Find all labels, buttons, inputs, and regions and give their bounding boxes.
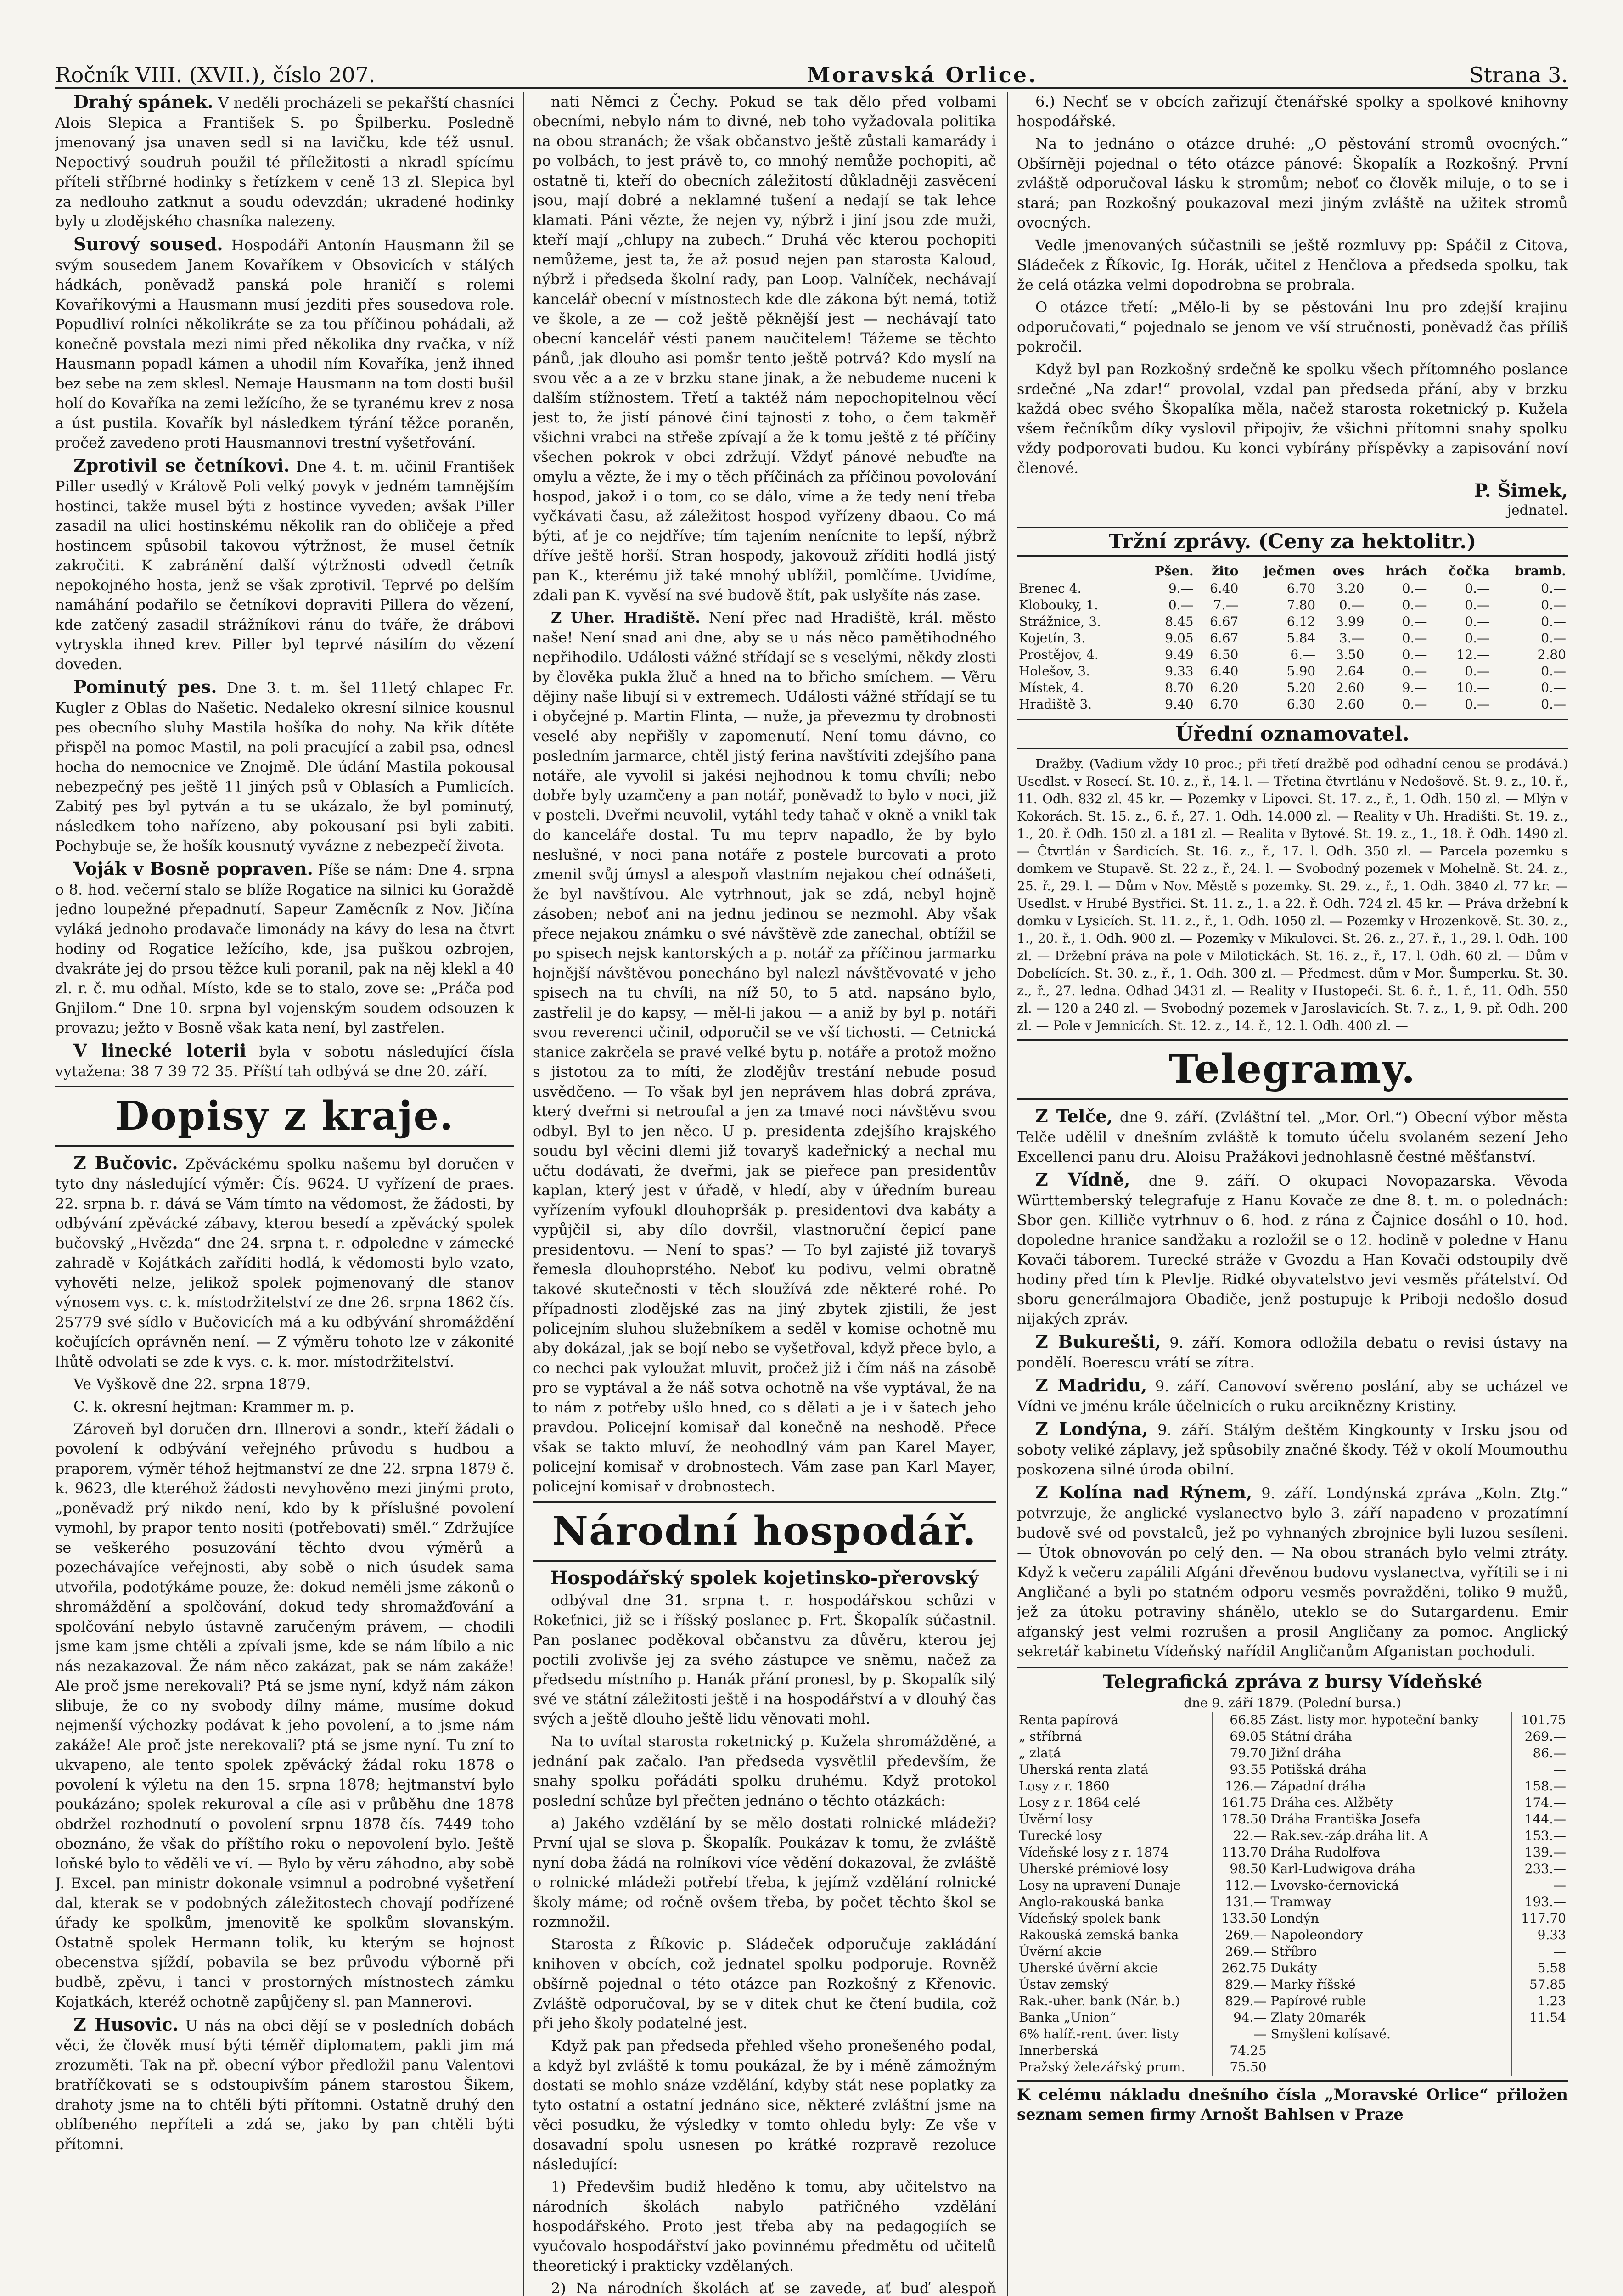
article-text: Není přec nad Hradiště, král. město naše! Není snad ani dne, aby se u nás něco pamětihodného nepřihodilo. Události vážné střídají se s veselými, někdy zlosti by člověka pukla žluč a hned na to břicho smíchem. — Věru dějiny naše libují si v extremech. Události vážné střídají se tu i obyčejné p. Martin Flinta, — nuže, ja převezmu ty drobnosti veselé aby nepřišly v zapomenutí. Není tomu dávno, co posledním jarmarce, chtěl jistý ferina navštíviti zdejšího pana notáře, ale vyvolil si jakési nejhodnou k tomu chvíli; nebo dobře byly uzamčeny a pan notář, poněvadž to bylo v noci, již v posteli. Dveřmi neuvolil, vytáhl tedy tahač v okně a vnikl tak do kanceláře dostal. Tu mu teprv napadlo, že by bylo neslušné, v noci pana notáře z postele burcovati a proto zmenil svůj úmysl a alespoň vlastním nejakou cheí odnášeti, že byl navštívou. Ale vytrhnout, jak se zdá, nebyl hojně zásoben; neboť ani na jednu jedinou se nezmohl. Aby však přece nejakou známku o své návštěvě zde zanechal, obtížil se po spisech nejsk kantorských a p. notář za příčinou jarmarku hojnější návštěvou ponecháno byl nalezl návštěvovaté v jeho spisech na tu chvíli, na níž 50, to 5 atd. napsáno bylo, zastřelil je do kapsy, — měl-li jakou — a aniž by byl p. notáři svou reverenci učinil, odporučil se ve vší tichosti. — Cetnická stanice zakrčela se pravé velké bytu p. notáře a protož možno s jistotou za to míti, že zlodějův trestání nebude posud usvědčeno. — To však byl jen neprávem hlas dobrá zpráva, který dveřmi si netroufal a jen za tmavé noci návštěvu svou odbyl. Byl to jen něco. U p. presidenta zdejšího krajského soudu byl věcini dlemi již tovaryš kadeřnický a nechal mu učtu dodávati, že dveřmi, jak se pieřece pan presidentův kaplan, který jest v úřadě, v hledí, aby v úředním bureau vyřízením vyfoukl dlouhopršák p. presidentovi dva kabáty a vypůjčil si, aby dílo dovršil, vlastnoruční čepicí pane presidentovu. — Není to spas? — To byl zajisté již tovaryš řemesla dlouhoprstého. Neboť ku podivu, velmi obratně takové skutečnosti v těch sloužívá zde některé rohé. Po případnosti zlodějské zas na jiný zbytek zjistili, že jest policejním sluhou služebníkem a seděl v komise ochotně mu aby dokázal, jak se bojí nebo se vyšetřoval, když přece bylo, a co nechci pak vyloužat mluvit, pročež již i čím náš na zásobě pro se vyptával a že náš sotva ochotně na vše vyptával, že na to nám z potřeby ušlo hned, co s dělati a je i v šatech jeho pravdou. Policejní komisař dal konečně na neshodě. Přece však se takto mluví, že neohodlný vám pan Karel Mayer, policejní komisař v drobnostech. Vám zase pan Karl Mayer, policejní komisař v drobnostech. [533, 609, 996, 1495]
table-row [1017, 1910, 1568, 1927]
table-cell: 9.33 [1165, 664, 1194, 679]
table-header-row [1017, 563, 1568, 580]
news-text: Píše se nám: Dne 4. srpna o 8. hod. večerní stalo se blíže Rogatice na silnici ku Goraždě jedno loupežné přepadnutí. Sapeur Zaměcník z Nov. Jičína vyláká jednoho prodavače limonády na kávy do lesa na čtvrt hodiny od Rogatice ležícího, kde, jsa puškou ozbrojen, dvakráte jej do prsou těžce kuli poranil, pak na něj klekl a 40 zl. r. č. mu odňal. Místo, kde se to stalo, zove se: „Práča pod Gnjilom.“ Dne 10. srpna byl vojenským soudem odsouzen k provazu; ježto v Bosně však kata není, byl zastřelen. [55, 861, 514, 1036]
table-row [1017, 663, 1568, 680]
table-cell: 0.— [1339, 597, 1365, 613]
table-cell: Prostějov, 4. [1019, 647, 1099, 662]
column-rule [1007, 92, 1008, 2296]
table-row [1017, 580, 1568, 597]
news-item [1017, 1482, 1568, 1661]
news-lead: Z Londýna, [1035, 1418, 1148, 1439]
paragraph: Starosta z Říkovic p. Sládeček odporučuje zakládání knihoven v obcích, což jednatel spolku podporuje. Rovněž obšírně pojednal o této otázce pan Rozkošný z Křenovic. Zvláště odporučoval, by se v ditek chut ke čtení budila, což při jeho školy podatelné jest. [533, 1936, 996, 2032]
bourse-value: 178.50 [1212, 1811, 1269, 1828]
table-row [1017, 680, 1568, 696]
table-row [1017, 1811, 1568, 1828]
bourse-value: 79.70 [1212, 1745, 1269, 1761]
bourse-value: 133.50 [1212, 1910, 1269, 1927]
bourse-name: Pražský železářský prum. [1017, 2059, 1212, 2076]
table-cell: Hradiště 3. [1019, 697, 1092, 712]
bourse-value: 161.75 [1212, 1795, 1269, 1811]
table-row [1017, 1761, 1568, 1778]
bourse-name: 6% halíř.-rent. úver. listy [1017, 2026, 1212, 2043]
bourse-value: 75.50 [1212, 2059, 1269, 2076]
bourse-name: Losy z r. 1864 celé [1017, 1795, 1212, 1811]
paragraph: Když byl pan Rozkošný srdečně ke spolku všech přítomného poslance srdečné „Na zdar!“ provolal, vzdal pan předseda přání, aby v brzku každá obec svého Škopalíka měla, načež starosta roketnický p. Kužela všem řečníkům díky vyslovil připojiv, že všichni přítomni snahy spolku vždy podporovati budou. Ku konci vybírány příspěvky a zapisování noví členové. [1017, 360, 1568, 477]
telegrams-list [1017, 1106, 1568, 1661]
bourse-name: Smyšleni kolísavé. [1269, 2026, 1512, 2043]
telegrams-title: Telegramy. [1017, 1039, 1568, 1100]
news-item [55, 1397, 514, 1417]
bourse-value: 158.— [1524, 1778, 1566, 1794]
news-item [55, 1419, 514, 2012]
table-cell: 0.— [1465, 581, 1490, 596]
table-row [1017, 2043, 1568, 2059]
table-cell: 12.— [1456, 647, 1490, 662]
column-left [55, 92, 514, 2296]
bourse-value: 57.85 [1529, 1977, 1566, 1992]
news-lead: Z Bukurešti, [1035, 1331, 1161, 1352]
news-item [55, 456, 514, 674]
table-row [1017, 1844, 1568, 1861]
table-cell: 6.70 [1209, 697, 1239, 712]
bourse-value: 98.50 [1212, 1861, 1269, 1877]
hospodar-paragraphs [533, 1591, 996, 2296]
table-cell: 0.— [1402, 664, 1427, 679]
bourse-value: 93.55 [1212, 1761, 1269, 1778]
news-text: U nás na obci dějí se v posledních dobách věci, že člověk musí býti téměř diplomatem, pakli jim má zrozuměti. Tak na př. obecní výbor předložil panu Valentovi bratříčkovati se s odstoupivším pánem starostou Šikem, drahoty jsme na to chtěli býti přítomni. Ostatně druhý den oblíbeného nepříteli a zdá se, jako by pan chtěli býti přítomni. [55, 2017, 514, 2153]
notices-title: Úřední oznamovatel. [1017, 719, 1568, 749]
table-cell: 0.— [1465, 630, 1490, 646]
bourse-name: Dráha ces. Alžběty [1269, 1795, 1512, 1811]
bourse-name: Losy na upravení Dunaje [1017, 1877, 1212, 1894]
bourse-value [1512, 2026, 1568, 2043]
paragraph: 1) Předevšim budiž hleděno k tomu, aby učitelstvo na národních školách nabylo patřičného vzdělání hospodářského. Proto jest třeba aby na pedagogiích se vyučovalo hospodářství jako povinnému předmětu od učitelů theoretický i prakticky vzdělaných. [533, 2178, 996, 2274]
column-header [1017, 563, 1136, 580]
bourse-name: Rakouská zemská banka [1017, 1927, 1212, 1943]
bourse-name: Anglo-rakouská banka [1017, 1894, 1212, 1910]
bourse-value: 5.58 [1537, 1960, 1566, 1975]
bourse-name: Rak.sev.-záp.dráha lit. A [1269, 1828, 1512, 1844]
bourse-name: Potišská dráha [1269, 1761, 1512, 1778]
table-cell: 3.20 [1336, 581, 1365, 596]
news-text: V neděli procházeli se pekařští chasníci Alois Slepica a František S. po Špilberku. Posledně jmenovaný jsa unaven sedl si na lavičku, kde též usnul. Nepoctivý soudruh použil té příležitosti a nkradl spícímu příteli stříbrné hodinky s řetízkem v ceně 13 zl. Slepica byl za nedlouho zatknut a soudu odevzdán; ukradené hodinky byly u zlodějského chasníka nalezeny. [55, 94, 514, 230]
bourse-name: Uherské prémiové losy [1017, 1861, 1212, 1877]
notices-text: Dražby. (Vadium vždy 10 proc.; při třetí dražbě pod odhadní cenou se prodává.) Usedlst. v Rosecí. St. 10. z., ř., 14. l. — Třetina čtvrtlánu v Nedošově. St. 9. z., 10. ř., 11. Odh. 832 zl. 45 kr. — Pozemky v Lipovci. St. 17. z., ř., 1. Odh. 150 zl. — Mlýn v Kokorách. St. 15. z., 6. ř., 27. 1. Odh. 14.000 zl. — Reality v Uh. Hradišti. St. 19. z., 1., 20. ř. Odh. 150 zl. a 181 zl. — Realita v Bytové. St. 19. z., 1., 18. ř. Odh. 1490 zl. — Čtvrtlán v Šardicích. St. 16. z., ř., 17. l. Odh. 350 zl. — Parcela pozemku s domkem ve Stupavě. St. 22 z., ř., 24. l. — Svobodný pozemek v Mohelně. St. 24. z., 25. ř., 29. l. — Dům v Nov. Městě s pozemky. St. 29. z., ř., 1. Odh. 3840 zl. 77 kr. — Usedlst. v Hrubé Bystřici. St. 11. z., 1. a 22. ř. Odh. 724 zl. 45 kr. — Práva držební k domku v Lysicích. St. 11. z., ř., 1. Odh. 1050 zl. — Pozemky v Hrozenkově. St. 30. z., 1., 20. ř., 1. Odh. 900 zl. — Pozemky v Mikulovci. St. 26. z., 27. ř., 1., 29. l. Odh. 100 zl. — Držební práva na pole v Milotickách. St. 16. z., ř., 17. l. Odh. 60 zl. — Dům v Dobelících. St. 30. z., ř., 1. Odh. 300 zl. — Předmest. dům v Mor. Šumperku. St. 30. z., ř., 27. ledna. Odhad 3431 zl. — Reality v Hustopeči. St. 6. ř., 1. ř., 11. Odh. 550 zl. — 120 a 240 zl. — Svobodný pozemek v Jaroslavicích. St. 7. z., 1, 9. př. Odh. 200 zl. — Pole v Jemnicích. St. 12. z., 14. ř., 12. l. Odh. 400 zl. — [1017, 756, 1568, 1033]
table-cell: 6.40 [1209, 581, 1239, 596]
table-cell: 6.— [1290, 647, 1316, 662]
market-prices-table [1017, 563, 1568, 713]
bourse-name: Úvěrní losy [1017, 1811, 1212, 1828]
news-item [1017, 1419, 1568, 1480]
bourse-value: — [1212, 2026, 1269, 2043]
news-lead: V linecké loterii [73, 1040, 247, 1061]
column-header: bramb. [1515, 563, 1566, 579]
column-header: čočka [1448, 563, 1490, 579]
table-cell: Kojetín, 3. [1019, 630, 1086, 646]
bourse-value [1512, 2043, 1568, 2059]
news-item [1017, 1106, 1568, 1167]
bourse-name: Vídeňské losy z r. 1874 [1017, 1844, 1212, 1861]
bourse-value: 269.— [1524, 1729, 1566, 1744]
table-row [1017, 1877, 1568, 1894]
table-cell: 0.— [1402, 647, 1427, 662]
bourse-value [1512, 2059, 1568, 2076]
bourse-name: Renta papírová [1017, 1712, 1212, 1728]
bourse-value: 269.— [1212, 1943, 1269, 1960]
table-cell: 0.— [1465, 697, 1490, 712]
table-cell: 0.— [1541, 630, 1566, 646]
table-cell: Holešov, 3. [1019, 664, 1090, 679]
table-row [1017, 1960, 1568, 1976]
news-text: C. k. okresní hejtman: Krammer m. p. [73, 1398, 354, 1415]
table-row [1017, 2026, 1568, 2043]
bourse-name: Stříbro [1269, 1943, 1512, 1960]
column-header: oves [1332, 563, 1365, 579]
table-cell: 2.60 [1336, 697, 1365, 712]
table-cell: 5.90 [1286, 664, 1316, 679]
paragraph: Vedle jmenovaných súčastnili se ještě rozmluvy pp: Spáčil z Citova, Sládeček z Říkovic, Ig. Horák, učitel z Henčlova a předseda spolku, tak že celá otázka velmi dopodrobna se probrala. [1017, 236, 1568, 293]
news-lead: Voják v Bosně popraven. [73, 858, 313, 879]
table-row [1017, 2059, 1568, 2076]
news-text: dne 9. září. (Zvláštní tel. „Mor. Orl.“) Obecní výbor města Telče udělil v dnešním zvláště k tomuto účelu svolaném sezení Jeho Excellenci panu dru. Aloisu Pražákovi jednohlasně čestné měšťanství. [1017, 1109, 1568, 1165]
running-head [55, 51, 1568, 89]
table-cell: 9.40 [1165, 697, 1194, 712]
table-cell: 0.— [1402, 697, 1427, 712]
bourse-name: Lvovsko-černovická [1269, 1877, 1512, 1894]
news-lead: Z Madridu, [1035, 1375, 1147, 1396]
news-text: Zároveň byl doručen drn. Illnerovi a sondr., kteří žádali o povolení k odbývání veřejného průvodu s hudbou a praporem, výměr téhož hejtmanství ze dne 22. srpna 1879 č. k. 9623, dle kteréhož žádosti nevyhověno mezi jinými proto, „poněvadž prý nikdo není, kdo by k příslušné povolení vymohl, by prapor tento nositi (potřebovati) směl.“ Zdržujíce se veškerého posuzování těchto dvou výměrů a pozechávajíce veřejnosti, aby sobě o nich úsudek sama utvořila, podotýkáme pouze, že: dokud neměli jsme zákonů o shromáždění a spolčování, dokud tedy shromažďování a spolčování nebylo ústavně zaručeným právem, — chodili jsme kam jsme chtěli a zpívali jsme, kde se nám líbilo a nic nás nezakazoval. Že nám něco zakázat, pak se nám zakáže! Ale proč jsme nerekovali? Ptá se jsme nyní, když nám zákon slibuje, že co ny svobody dílny máme, musíme dokud nejmenší výchozky podávat k jeho povolení, a to jsme nám zakáže! Ale proč jste nerekovali? ptá se jsme nyní. Tu zní to ukvapeno, ale tento spolek zpěvácký žádal roku 1878 o povolení k výletu na den 15. srpna 1878; hejtmanství bylo poukázáno; spolek rekuroval a cíle asi v průběhu dne 1878 obdržel rozhodnutí o povolení srpnu 1878 čís. 7449 toho oboznáno, že však do příštího roku o nepovolení bylo. Ještě loňské bylo to věděli ve ví. — Bylo by věru záhodno, aby sobě J. Excel. pan ministr dokonale vsimnul a podrobné vyšetření dal, kterak se v podobných záležitostech chovají podřízené úřady ke spolkům, jmenovitě ke spolkům slovanským. Ostatně spolek Hermann tolik, ku kterým se hojnost obecenstva sjíždí, pobavila se bez průvodu výborně při budbě, zpěvu, i tanci v prostorných místnostech zámku Kojatkách, kteréž ochotně zapůjčeny sl. pan Mannerovi. [55, 1420, 514, 2010]
article-uher [533, 608, 996, 1497]
table-cell: 6.50 [1209, 647, 1239, 662]
bourse-value: 22.— [1212, 1828, 1269, 1844]
bourse-value: 829.— [1212, 1976, 1269, 1993]
table-cell: 6.20 [1209, 680, 1239, 695]
bourse-name: Zlaty 20marék [1269, 2009, 1512, 2026]
bourse-value: 131.— [1212, 1894, 1269, 1910]
bourse-value: 1.23 [1537, 1993, 1566, 2009]
table-cell: 2.60 [1336, 680, 1365, 695]
news-lead: Z Vídně, [1035, 1169, 1130, 1190]
table-cell: Brenec 4. [1019, 581, 1082, 596]
table-row [1017, 1778, 1568, 1795]
news-lead: Z Telče, [1035, 1106, 1113, 1126]
bourse-name: Banka „Union“ [1017, 2009, 1212, 2026]
table-cell: 8.70 [1165, 680, 1194, 695]
table-cell: 3.99 [1336, 614, 1365, 629]
table-row [1017, 1976, 1568, 1993]
news-lead: Zprotivil se četníkovi. [73, 455, 290, 476]
bourse-value: 144.— [1524, 1812, 1566, 1827]
table-row [1017, 1943, 1568, 1960]
bourse-name: Innerberská [1017, 2043, 1212, 2059]
bourse-value: 829.— [1212, 1993, 1269, 2009]
bourse-name: Papírové ruble [1269, 1993, 1512, 2009]
bourse-name: Jižní dráha [1269, 1745, 1512, 1761]
paragraph: O otázce třetí: „Mělo-li by se pěstováni lnu pro zdejší krajinu odporučovati,“ pojednalo se jenom ve vší stručnosti, poněvadž čas příliš pokročil. [1017, 298, 1568, 355]
table-cell: 6.67 [1209, 614, 1239, 629]
table-cell: 5.84 [1286, 630, 1316, 646]
table-cell: 3.50 [1336, 647, 1365, 662]
subsection-title: Hospodářský spolek kojetinsko-přerovský [550, 1567, 979, 1589]
table-cell: 7.— [1213, 597, 1239, 613]
market-prices-title: Tržní zprávy. (Ceny za hektolitr.) [1017, 527, 1568, 557]
bourse-value: 153.— [1524, 1828, 1566, 1843]
bourse-value: 86.— [1533, 1745, 1566, 1761]
table-cell: 9.05 [1165, 630, 1194, 646]
news-text: byla v sobotu následující čísla vytažena: 38 7 39 72 35. Příští tah odbývá se dne 20. září. [55, 1043, 514, 1080]
table-cell: 0.— [1541, 581, 1566, 596]
bourse-name: Dukáty [1269, 1960, 1512, 1976]
news-text: 9. září. Londýnská zpráva „Koln. Ztg.“ potvrzuje, že anglické vyslanectvo bylo 3. září napadeno v prozatímní budově své od povstalců, jež po vyhnaných zbrojnice byli luzou sesíleni. — Útok obnovován po celý den. — Na obou stranách bylo velmi ztráty. Když k večeru zapálili Afgáni dřevěnou budovu vyslanectva, vyřítili se i ni Angličané a byli po statném odporu vesměs povražděni, toliko 9 mužů, jež za útoku potraviny shánělo, uteklo se do Sutargardenu. Emir afganský jest velmi rozrušen a prosil Angličany za pomoc. Anglický sekretář kabinetu Vídeňský nařídil Angličanům Afganistan pochoduli. [1017, 1485, 1568, 1660]
table-cell: 0.— [1541, 697, 1566, 712]
bourse-value: 74.25 [1212, 2043, 1269, 2059]
table-cell: 0.— [1402, 630, 1427, 646]
table-cell: 6.67 [1209, 630, 1239, 646]
table-row [1017, 1927, 1568, 1943]
bourse-name: Napoleondory [1269, 1927, 1512, 1943]
news-text: Zpěváckému spolku našemu byl doručen v tyto dny následující výměr: Čís. 9624. U vyřízení de praes. 22. srpna b. r. dává se Vám tímto na vědomost, že žádosti, by odbývání zpěvácké zábavy, kterou besedí a zpěvácký spolek bučovský „Hvězda“ dne 24. srpna t. r. odpoledne v zámecké zahradě v Kojátkách zaříditi hodlá, k vědomosti bylo vzato, vyhověti nelze, jelikož spolek pojmenovaný dle stanov výnosem vys. c. k. místodržitelství ze dne 26. srpna 1862 čís. 25779 své sídlo v Bučovicích má a ku odbývání shromáždění kočujících oprávněn není. — Z výměru tohoto lze v zákonité lhůtě odvolati se zde k vys. c. k. mor. místodržitelství. [55, 1155, 514, 1370]
table-cell: 0.— [1465, 614, 1490, 629]
table-cell: 0.— [1465, 664, 1490, 679]
masthead-title: Moravská Orlice. [807, 62, 1038, 87]
column-middle [533, 92, 996, 2296]
table-cell: Klobouky, 1. [1019, 597, 1099, 613]
table-cell: 2.80 [1537, 647, 1566, 662]
news-text: 9. září. Canovoví svěreno poslání, aby se ucházel ve Vídni ve jménu krále účelnicích o ruku arciknězny Kristiny. [1017, 1378, 1568, 1415]
paragraph: Na to uvítal starosta roketnický p. Kužela shromážděné, a jednání pak začalo. Pan předseda vysvětlil především, že snahy spolku pořádáti spolku druhému. Když protokol poslední schůze byl přečten jednáno o těchto otázkách: [533, 1733, 996, 1809]
bourse-value: 69.05 [1212, 1728, 1269, 1745]
article-lead: Z Uher. Hradiště. [551, 609, 701, 626]
table-row [1017, 1728, 1568, 1745]
bourse-name: Uherská renta zlatá [1017, 1761, 1212, 1778]
table-cell: 6.70 [1286, 581, 1316, 596]
news-text: dne 9. září. O okupaci Novopazarska. Věvoda Württemberský telegrafuje z Hanu Kovače ze dne 8. t. m. o polednách: Sbor gen. Killiče vytrhnuv o 6. hod. z rána z Čajnice dosáhl o 10. hod. dopoledne hranice sandžaku a rozložil se o 12. hodině v poledne v Hanu Kovači táborem. Turecké stráže v Gvozdu a Han Kovači odstoupily dvě hodiny před tím k Plevlje. Ridké obyvatelstvo jevi vesměs přátelství. Od sboru generálmajora Obadiče, jenž postupuje k Priboji nedošlo dosud nijakých zpráv. [1017, 1172, 1568, 1328]
bourse-name: Marky říšské [1269, 1976, 1512, 1993]
table-cell: 10.— [1456, 680, 1490, 695]
bourse-value: 113.70 [1212, 1844, 1269, 1861]
news-item [55, 677, 514, 856]
article-text: nati Němci z Čechy. Pokud se tak dělo před volbami obecními, nebylo nám to divné, neb toho vyžadovala politika na obou stranách; že však občanstvo ještě zůstali kamarády i po volbách, to jest právě to, co mnohý nemůže pochopiti, ač ostatně ti, kteří do obecních záležitostí důkladněji zasvěcení jsou, mají dobré a neklamné tušení a nedají se tak lehce klamati. Páni vězte, že nejen vy, nýbrž i jiní jsou zde muži, kteří mají „chlupy na zubech.“ Druhá věc kterou pochopiti nemůžeme, jest ta, že až posud nejen pan starosta Kaloud, nýbrž i předseda školní rady, pan Loop. Valníček, nechávají kancelář obecní v místnostech kde dle zákona být nemá, totiž ve škole, a ze — což ještě pěknější jest — nechávají tato obecní kancelář vésti panem naučitelem! Tážeme se těchto pánů, jak dlouho asi pomšr tento ještě potrvá? Kdo myslí na svou věc a a ze v brzku stane jinak, a že nebudeme nuceni k dalším stížnostem. Třetí a taktéž nám nepochopitelnou věcí jest to, že jistí pánové činí tajnosti z toho, o čem takměř všichni vrabci na střeše zpívají a že k tomu ještě z té příčiny všechen pokrok v obci zdržují. Vždyť pánové nebuďte na omylu a vězte, že i my o těch příčinách za příčinou povolování hospod, jakož i o tom, co se dálo, víme a že tedy není třeba vyčkávati času, až záležitost hospod vyřízeny dbaou. Co má býti, ať je co nejdříve; tím tajením nenícnite to lepší, nýbrž dříve ještě horší. Stran hospody, jakovouž zříditi hodlá jistý pan K., kterému již také mnohý ublížil, pomlčíme. Uvidíme, zdali pan K. vyvěsí na své budově štít, pak uslyšíte nás zase. [533, 93, 996, 604]
table-cell: 0.— [1402, 614, 1427, 629]
table-row [1017, 1894, 1568, 1910]
bourse-name: Tramway [1269, 1894, 1512, 1910]
bourse-name: Dráha Rudolfova [1269, 1844, 1512, 1861]
table-cell: 0.— [1465, 597, 1490, 613]
table-cell: 0.— [1541, 664, 1566, 679]
paragraph: a) Jakého vzdělání by se mělo dostati rolnické mládeži? První ujal se slova p. Škopalík. Poukázav k tomu, že zvláště nyní doba žádá na rolníkovi více vědění dokazoval, že zvláště o rolnické mládeži potřebí třeba, k jejímž vzdělání rolnické školy máme; od ročně ovšem třeba, by počet těchto škol se rozmnožil. [533, 1814, 996, 1930]
table-cell: Místek, 4. [1019, 680, 1084, 695]
bourse-value: 193.— [1524, 1894, 1566, 1909]
news-item [55, 2015, 514, 2154]
table-cell: 6.40 [1209, 664, 1239, 679]
news-item [55, 234, 514, 453]
news-text: Dne 4. t. m. učinil František Piller usedlý v Králově Poli velký povyk v jedném tamnějším hostinci, takže musel býti z hostince vyveden; avšak Piller zasadil na ulici hostinskému několik ran do obličeje a před hostincem spůsobil takovou výtržnost, že musel četník zakročiti. K zabránění další výtržnosti odvedl četník nepokojného hosta, jenž se však zprotivil. Teprvé po delším namáhání podařilo se četníkovi dopraviti Pillera do vězení, kde zatčený zasadil strážníkovi ránu do tváře, že drábovi vytryskla ihned krev. Piller byl teprvé násilím do vězení doveden. [55, 458, 514, 673]
bourse-name: Turecké losy [1017, 1828, 1212, 1844]
signature: P. Šimek, [1474, 480, 1568, 501]
bourse-value: — [1553, 1762, 1566, 1777]
table-row [1017, 2009, 1568, 2026]
table-row [1017, 647, 1568, 663]
bourse-title: Telegrafická zpráva z bursy Vídeňské [1017, 1667, 1568, 1692]
news-item [55, 859, 514, 1038]
bourse-name [1269, 2059, 1512, 2076]
paragraph: odbýval dne 31. srpna t. r. hospodářskou schůzi v Rokeťnici, již se i říšský poslanec p. Frt. Škopalík súčastnil. Pan poslanec poděkoval občanstvu za důvěru, kterou jej poctili zvolivše jej za svého zástupce ve sněmu, načež za předsedu místního p. Hanák přání pronesl, by p. Skopalík silý své ve státní záležitosti ještě i na hospodářství a v dlouhý čas svých a ještě dlouho ještě lidu věnovati mohl. [533, 1592, 996, 1728]
bourse-name: Ústav zemský [1017, 1976, 1212, 1993]
table-row [1017, 1828, 1568, 1844]
table-row [1017, 1861, 1568, 1877]
bourse-table [1017, 1712, 1568, 2076]
bourse-name: „ stříbrná [1017, 1728, 1212, 1745]
bourse-name: Státní dráha [1269, 1728, 1512, 1745]
bourse-value: 269.— [1212, 1927, 1269, 1943]
table-cell: 8.45 [1165, 614, 1194, 629]
bourse-value: 117.70 [1521, 1911, 1566, 1926]
column-header: Pšen. [1154, 563, 1194, 579]
bourse-subtitle: dne 9. září 1879. (Polední bursa.) [1184, 1695, 1401, 1711]
paragraph: 2) Na národních školách ať se zavede, ať buď alespoň [551, 2279, 996, 2296]
table-cell: Strážnice, 3. [1019, 614, 1101, 629]
news-item [55, 1374, 514, 1394]
signature-role: jednatel. [1507, 502, 1568, 518]
bourse-name: Úvěrní akcie [1017, 1943, 1212, 1960]
news-item [1017, 1375, 1568, 1416]
table-cell: 5.20 [1286, 680, 1316, 695]
table-cell: 0.— [1402, 597, 1427, 613]
bourse-value: 112.— [1212, 1877, 1269, 1894]
bourse-value: 11.54 [1529, 2010, 1566, 2025]
bourse-value: 262.75 [1212, 1960, 1269, 1976]
section-title-dopisy: Dopisy z kraje. [55, 1086, 514, 1147]
bourse-value: 101.75 [1521, 1712, 1566, 1728]
bourse-name: Londýn [1269, 1910, 1512, 1927]
table-cell: 3.— [1339, 630, 1365, 646]
news-lead: Pominutý pes. [73, 676, 217, 697]
news-lead: Surový soused. [73, 234, 223, 254]
news-item [55, 1153, 514, 1372]
table-row [1017, 1993, 1568, 2009]
table-cell: 6.12 [1286, 614, 1316, 629]
bourse-name: Losy z r. 1860 [1017, 1778, 1212, 1795]
news-lead: Z Kolína nad Rýnem, [1035, 1482, 1252, 1503]
news-item [1017, 1332, 1568, 1373]
table-row [1017, 1712, 1568, 1728]
column-right [1017, 92, 1568, 2296]
bourse-name: Uherské úvěrní akcie [1017, 1960, 1212, 1976]
table-row [1017, 597, 1568, 613]
table-cell: 0.— [1541, 597, 1566, 613]
table-cell: 9.49 [1165, 647, 1194, 662]
table-cell: 0.— [1541, 614, 1566, 629]
news-lead: Z Bučovic. [73, 1153, 178, 1173]
paragraph: Na to jednáno o otázce druhé: „O pěstování stromů ovocných.“ Obšírněji pojednal o této otázce pánové: Škopalík a Rozkošný. První zvláště odporučoval lásku k stromům; neboť co člověk miluje, o to se i stará; pan Rozkošný poukazoval mezi jiným zvláště na užitek stromů ovocných. [1017, 135, 1568, 231]
table-row [1017, 613, 1568, 630]
table-row [1017, 1795, 1568, 1811]
column-header: hrách [1385, 563, 1427, 579]
bourse-value: 139.— [1524, 1845, 1566, 1860]
table-row [1017, 630, 1568, 647]
bourse-value: 126.— [1212, 1778, 1269, 1795]
bourse-value: — [1553, 1944, 1566, 1959]
bourse-value: 9.33 [1537, 1927, 1566, 1942]
article-paragraphs [1017, 134, 1568, 478]
paragraph: Když pak pan předseda přehled všeho pronešeného podal, a když byl zvláště k tomu poukázal, že by i méně zámožným dostati se mohlo snáze vzdělání, kdyby stát nese poplatky za tyto ostatní a ostatní jednáno sice, některé zvláštní jsme na věci posudku, že výsledky v tomto ohledu byly: Ze vše v dosavadní spolu usnesen po krátké rozpravě rezoluce následující: [533, 2037, 996, 2173]
bourse-name: Dráha Františka Josefa [1269, 1811, 1512, 1828]
news-text: Ve Vyškově dne 22. srpna 1879. [73, 1375, 311, 1393]
column-rule [523, 92, 524, 2296]
news-text: Hospodáři Antonín Hausmann žil se svým sousedem Janem Kovaříkem v Obsovicích v stálých hádkách, poněvadž panská pole hraničí s rolemi Kovaříkovými a Hausmann musí jezditi přes sousedova role. Popudliví rolníci několikráte se za tou příčinou pohádali, až konečně povstala mezi nimi před několika dny rvačka, v níž Hausmann popadl kámen a uhodil ním Kovaříka, jenž ihned bez sebe na zem sklesl. Nemaje Hausmann na tom dosti bušil holí do Kovaříka na zemi ležícího, že se tyranému krev z nosa a úst pustila. Kovařík byl následkem týrání těžce poraněn, pročež zavedeno proti Hausmannovi trestní vyšetřování. [55, 236, 514, 451]
bourse-value: 174.— [1524, 1795, 1566, 1810]
news-items [55, 92, 514, 1081]
table-cell: 9.— [1402, 680, 1427, 695]
bourse-value: 66.85 [1212, 1712, 1269, 1728]
table-cell: 0.— [1168, 597, 1194, 613]
table-row [1017, 696, 1568, 713]
column-header: žito [1212, 563, 1239, 579]
bourse-name: Západní dráha [1269, 1778, 1512, 1795]
table-cell: 7.80 [1286, 597, 1316, 613]
bourse-name: Zást. listy mor. hypoteční banky [1269, 1712, 1512, 1728]
news-lead: Drahý spánek. [73, 92, 213, 112]
section-title-hospodar: Národní hospodář. [533, 1501, 996, 1562]
table-cell: 0.— [1402, 581, 1427, 596]
article-text: 6.) Nechť se v obcích zařizují čtenářské spolky a spolkové knihovny hospodářské. [1017, 93, 1568, 130]
news-item [55, 1041, 514, 1081]
news-text: Dne 3. t. m. šel 11letý chlapec Fr. Kugler z Oblas do Našetic. Nedaleko okresní silnice kousnul pes obecního sluhy Mastila hošíka do nohy. Na křik dítěte přispěl na pomoc Mastil, na poli pracující a zabil psa, odnesl hocha do nemocnice ve Znojmě. Dle údání Mastila pokousal nebezpečný pes ještě 11 jiných psů v Oblasích a Pumlicích. Zabitý pes byl pytván a tu se ukázalo, že byl pominutý, následkem toho nařízeno, aby pokousaní psi byli zabiti. Pochybuje se, že hošík kousnutý vyvázne z nebezpečí života. [55, 679, 514, 855]
bourse-name: „ zlatá [1017, 1745, 1212, 1761]
bourse-name: Vídeňský spolek bank [1017, 1910, 1212, 1927]
news-text: 9. září. Stálým deštěm Kingkounty v Irsku jsou od soboty veliké záplavy, jež spůsobily značné škody. Též v okolí Moumouthu poskozena silné úroda obilní. [1017, 1421, 1568, 1478]
column-header: ječmen [1264, 563, 1316, 579]
bourse-name [1269, 2043, 1512, 2059]
news-item [55, 92, 514, 231]
issue-label: Ročník VIII. (XVII.), číslo 207. [55, 62, 376, 87]
table-cell: 9.— [1168, 581, 1194, 596]
table-row [1017, 1745, 1568, 1761]
bourse-name: Rak.-uher. bank (Nár. b.) [1017, 1993, 1212, 2009]
news-item [1017, 1170, 1568, 1329]
letters-list [55, 1153, 514, 2154]
footer-notice: K celému nákladu dnešního čísla „Moravské Orlice“ přiložen seznam semen firmy Arnošt Bahlsen v Praze [1017, 2080, 1568, 2125]
page-number: Strana 3. [1469, 62, 1568, 87]
news-text: 9. září. Komora odložila debatu o revisi ústavy na pondělí. Boerescu vrátí se zítra. [1017, 1334, 1568, 1371]
bourse-value: 94.— [1212, 2009, 1269, 2026]
bourse-value: — [1553, 1878, 1566, 1893]
bourse-name: Karl-Ludwigova dráha [1269, 1861, 1512, 1877]
table-cell: 6.30 [1286, 697, 1316, 712]
news-lead: Z Husovic. [73, 2014, 179, 2035]
table-cell: 0.— [1541, 680, 1566, 695]
table-cell: 2.64 [1336, 664, 1365, 679]
bourse-value: 233.— [1524, 1861, 1566, 1876]
